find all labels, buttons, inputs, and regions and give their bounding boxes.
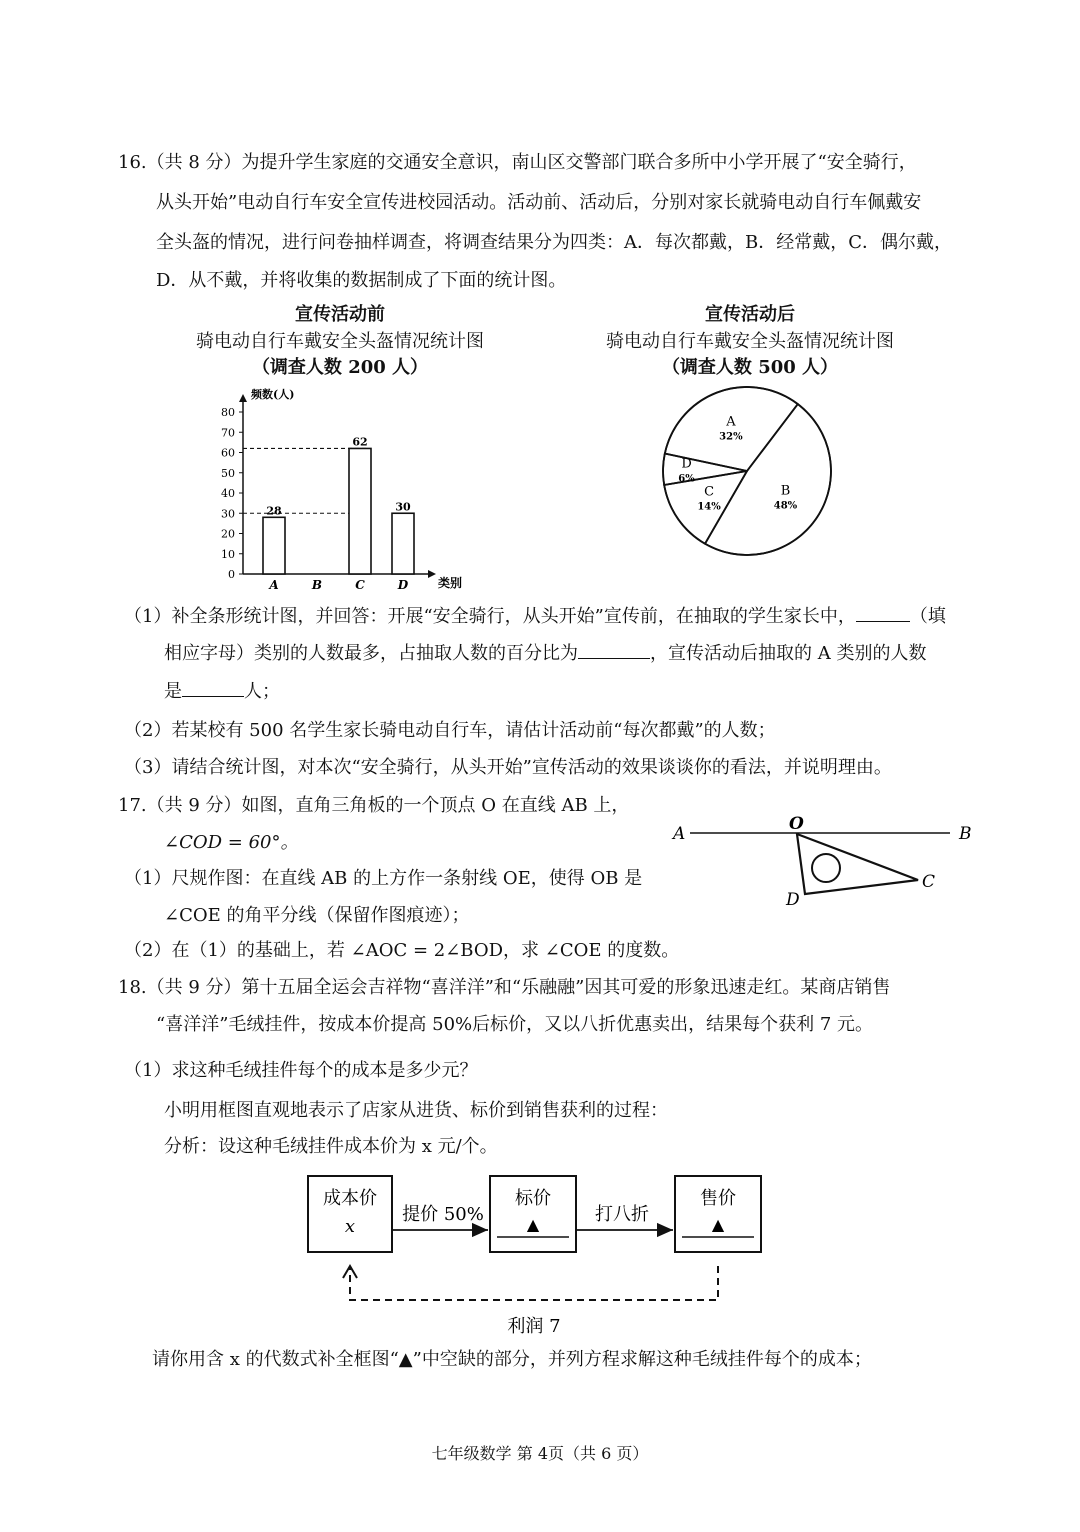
x-tick-label: C [355,578,365,592]
bar-c [349,448,371,574]
y-tick-label: 50 [221,466,235,480]
sale-price-label: 售价 [700,1188,736,1209]
q18-analysis: 分析：设这种毛绒挂件成本价为 x 元/个。 [164,1136,498,1157]
pie-chart-title: 宣传活动后 [705,304,795,325]
q16-line-3: 全头盔的情况，进行问卷抽样调查，将调查结果分为四类：A．每次都戴，B．经常戴，C．偶尔戴， [156,232,952,253]
answer-blank-category[interactable] [856,603,910,622]
q16-part1-line-2 [164,640,926,667]
bar-chart-subtitle: 骑电动自行车戴安全头盔情况统计图 [196,331,484,352]
pie-label-b: B [780,483,791,499]
x-tick-label: B [311,578,323,592]
cost-value: x [344,1216,356,1237]
pie-label-d: D [681,456,692,472]
profit-dashed-loop [350,1266,718,1300]
flow-diagram [300,1170,780,1350]
list-price-triangle: ▲ [526,1215,540,1234]
y-axis-label: 频数(人) [251,388,295,401]
q16-part1-text-f: 人； [244,681,280,702]
triangle-hole [812,854,840,882]
data-label-d: 30 [395,500,411,514]
q17-line-1: 17.（共 9 分）如图，直角三角板的一个顶点 O 在直线 AB 上， [118,795,630,816]
answer-blank-count[interactable] [182,678,244,697]
q18-line-2: “喜洋洋”毛绒挂件，按成本价提高 50%后标价，又以八折优惠卖出，结果每个获利 7 元。 [156,1014,874,1035]
x-tick-label: D [397,578,409,592]
bar-chart-title: 宣传活动前 [295,304,385,325]
x-tick-label: A [269,578,279,592]
y-tick-label: 30 [221,507,235,521]
list-price-label: 标价 [515,1188,551,1209]
y-tick-label: 20 [221,527,235,541]
q16-line-1: 16.（共 8 分）为提升学生家庭的交通安全意识，南山区交警部门联合多所中小学开展了“安全骑行， [118,152,917,173]
label-c: C [922,872,936,892]
data-label-a: 28 [266,504,282,518]
y-tick-label: 70 [221,426,235,440]
profit-label: 利润 7 [507,1316,561,1337]
x-axis-arrow [428,570,436,578]
cost-label: 成本价 [323,1188,377,1209]
q16-part1-text-a: （1）补全条形统计图，并回答：开展“安全骑行，从头开始”宣传前，在抽取的学生家长中， [124,606,856,627]
label-a: A [673,824,686,844]
y-tick-label: 40 [221,487,235,500]
q17-line-2: ∠COD = 60°。 [164,832,299,853]
label-d: D [786,890,800,910]
arrow-markup-label: 提价 50% [402,1204,484,1225]
label-b: B [959,824,972,844]
q16-line-2: 从头开始”电动自行车安全宣传进校园活动。活动前、活动后，分别对家长就骑电动自行车佩戴安 [156,192,922,213]
pie-value-c: 14% [697,501,721,513]
y-tick-label: 60 [221,446,235,460]
y-tick-label: 80 [221,406,235,419]
pie-value-d: 6% [678,473,695,485]
pie-chart-subtitle: 骑电动自行车戴安全头盔情况统计图 [606,331,894,352]
q16-part1-text-c: 相应字母）类别的人数最多，占抽取人数的百分比为 [164,643,578,664]
q16-part1-line-3 [164,678,280,705]
q16-part3: （3）请结合统计图，对本次“安全骑行，从头开始”宣传活动的效果谈谈你的看法，并说明理由。 [124,757,892,778]
q16-part1-text-b: （填 [909,606,946,627]
sale-price-triangle: ▲ [711,1215,725,1234]
bar-chart-note: （调查人数 200 人） [251,357,429,378]
bar-d [392,513,414,574]
label-o: O [789,814,804,834]
q16-line-4: D．从不戴，并将收集的数据制成了下面的统计图。 [156,270,567,291]
q17-part1-line-1: （1）尺规作图：在直线 AB 的上方作一条射线 OE，使得 OB 是 [124,868,643,889]
q18-ask: 请你用含 x 的代数式补全框图“▲”中空缺的部分，并列方程求解这种毛绒挂件每个的成本； [152,1349,872,1370]
bar-chart [210,382,480,597]
q17-part2: （2）在（1）的基础上，若 ∠AOC = 2∠BOD，求 ∠COE 的度数。 [124,940,680,961]
pie-chart [655,380,845,565]
answer-blank-percent[interactable] [578,640,650,659]
pie-value-a: 32% [719,431,743,443]
arrow-discount-label: 打八折 [595,1204,649,1225]
q17-part1-line-2: ∠COE 的角平分线（保留作图痕迹）； [164,905,470,926]
q16-part2: （2）若某校有 500 名学生家长骑电动自行车，请估计活动前“每次都戴”的人数； [124,720,776,741]
q16-part1-text-e: 是 [164,681,182,702]
pie-value-b: 48% [773,500,798,512]
pie-chart-note: （调查人数 500 人） [661,357,839,378]
q18-part1: （1）求这种毛绒挂件每个的成本是多少元？ [124,1060,478,1081]
triangle-ruler [797,834,918,894]
q17-figure [665,812,985,912]
y-tick-label: 10 [221,547,235,561]
bar-a [263,517,285,574]
y-axis-arrow [239,394,247,402]
page-footer: 七年级数学 第 4页（共 6 页） [431,1444,649,1463]
q16-part1-line-1 [124,603,946,630]
y-tick-label: 0 [228,568,235,581]
pie-label-a: A [726,414,736,430]
q18-line-1: 18.（共 9 分）第十五届全运会吉祥物“喜洋洋”和“乐融融”因其可爱的形象迅速走红。某商店销售 [118,977,891,998]
x-axis-label: 类别 [438,576,463,590]
q16-part1-text-d: ，宣传活动后抽取的 A 类别的人数 [650,643,927,664]
q18-intro: 小明用框图直观地表示了店家从进货、标价到销售获利的过程： [164,1100,668,1121]
pie-label-c: C [704,484,715,500]
data-label-c: 62 [352,435,368,449]
